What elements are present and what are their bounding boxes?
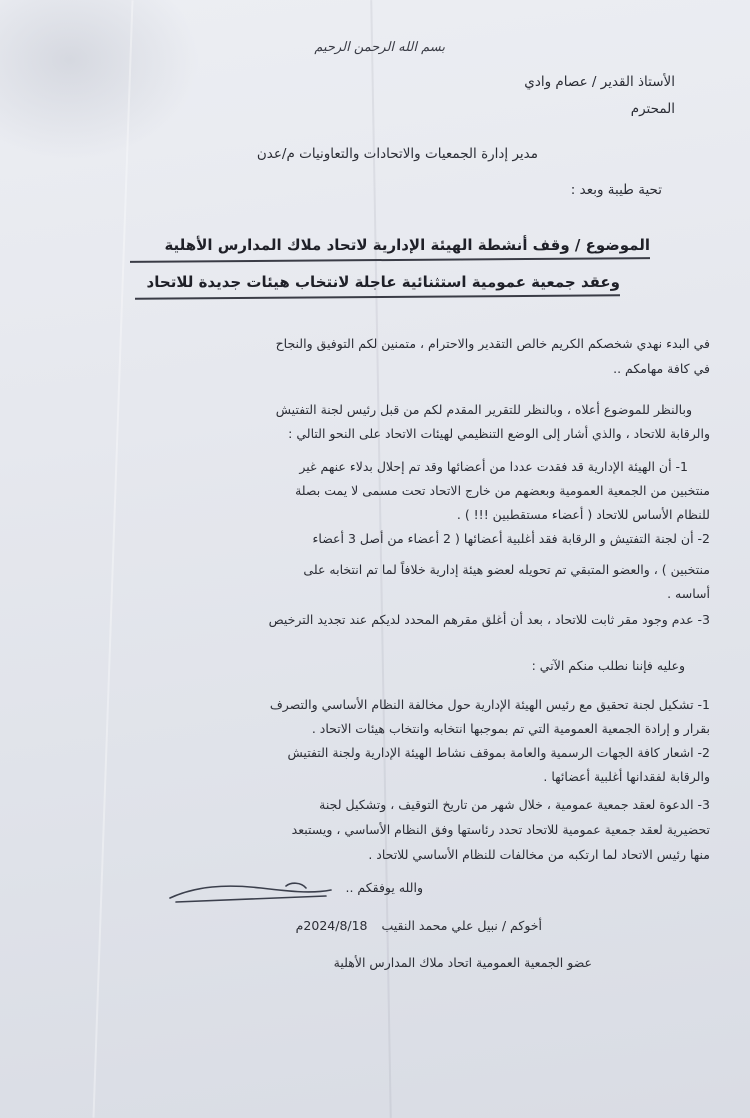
subject-line-1: الموضوع / وقف أنشطة الهيئة الإدارية لاتحاد ملاك المدارس الأهلية bbox=[164, 236, 650, 254]
signatory-name: أخوكم / نبيل علي محمد النقيب bbox=[381, 918, 542, 933]
signatory-title: عضو الجمعية العمومية اتحاد ملاك المدارس الأهلية bbox=[333, 955, 592, 970]
recipient-line: الأستاذ القدير / عصام وادي bbox=[524, 74, 675, 90]
point-1-line: منتخبين من الجمعية العمومية وبعضهم من خارج الاتحاد تحت مسمى لا يمت بصلة bbox=[295, 483, 710, 498]
paper-fold-line bbox=[370, 0, 392, 1118]
subject-underline bbox=[130, 257, 650, 263]
intro-line: في البدء نهدي شخصكم الكريم خالص التقدير والاحترام ، متمنين لكم التوفيق والنجاح bbox=[275, 336, 710, 351]
honorific: المحترم bbox=[630, 101, 675, 117]
subject-underline bbox=[135, 294, 620, 299]
request-1-line: 1- تشكيل لجنة تحقيق مع رئيس الهيئة الإدارية حول مخالفة النظام الأساسي والتصرف bbox=[269, 697, 710, 712]
point-1-line: 1- أن الهيئة الإدارية قد فقدت عددا من أعضائها وقد تم إحلال بدلاء عنهم غير bbox=[299, 459, 688, 474]
intro-line: في كافة مهامكم .. bbox=[613, 361, 710, 376]
point-1-line: للنظام الأساس للاتحاد ( أعضاء مستقطبين !!! ) . bbox=[456, 507, 710, 522]
point-2-line: 2- أن لجنة التفتيش و الرقابة فقد أغلبية أعضائها ( 2 أعضاء من أصل 3 أعضاء bbox=[312, 531, 710, 546]
request-2-line: 2- اشعار كافة الجهات الرسمية والعامة بموقف نشاط الهيئة الإدارية ولجنة التفتيش bbox=[287, 745, 710, 760]
recipient-title: مدير إدارة الجمعيات والاتحادات والتعاونيات م/عدن bbox=[256, 146, 538, 162]
request-3-line: منها رئيس الاتحاد لما ارتكبه من مخالفات للنظام الأساسي للاتحاد . bbox=[368, 847, 710, 862]
page-shadow bbox=[0, 0, 200, 160]
point-2-line: أساسه . bbox=[667, 586, 710, 601]
request-intro: وعليه فإننا نطلب منكم الآتي : bbox=[531, 658, 685, 673]
reference-line: والرقابة للاتحاد ، والذي أشار إلى الوضع التنظيمي لهيئات الاتحاد على النحو التالي : bbox=[288, 426, 710, 441]
request-1-line: بقرار و إرادة الجمعية العمومية التي تم بموجبها انتخابه وانتخاب هيئات الاتحاد . bbox=[311, 721, 710, 736]
reference-line: وبالنظر للموضوع أعلاه ، وبالنظر للتقرير المقدم لكم من قبل رئيس لجنة التفتيش bbox=[275, 402, 692, 417]
closing: والله يوفقكم .. bbox=[345, 880, 423, 895]
point-3-line: 3- عدم وجود مقر ثابت للاتحاد ، بعد أن أغلق مقرهم المحدد لديكم عند تجديد الترخيص bbox=[268, 612, 710, 627]
signatory-line bbox=[296, 918, 542, 933]
handwritten-signature bbox=[166, 878, 336, 908]
basmala: بسم الله الرحمن الرحيم bbox=[314, 40, 445, 55]
letter-date: 2024/8/18م bbox=[295, 918, 368, 933]
request-3-line: تحضيرية لعقد جمعية عمومية للاتحاد تحدد رئاستها وفق النظام الأساسي ، ويستبعد bbox=[291, 822, 710, 837]
request-2-line: والرقابة لفقدانها أغلبية أعضائها . bbox=[543, 769, 710, 784]
paper-fold-line bbox=[92, 0, 133, 1117]
request-3-line: 3- الدعوة لعقد جمعية عمومية ، خلال شهر من تاريخ التوقيف ، وتشكيل لجنة bbox=[319, 797, 710, 812]
point-2-line: منتخبين ) ، والعضو المتبقي تم تحويله لعضو هيئة إدارية خلافاً لما تم انتخابه على bbox=[303, 562, 710, 577]
subject-line-2: وعقد جمعية عمومية استثنائية عاجلة لانتخاب هيئات جديدة للاتحاد bbox=[146, 273, 620, 291]
greeting: تحية طيبة وبعد : bbox=[570, 182, 662, 198]
